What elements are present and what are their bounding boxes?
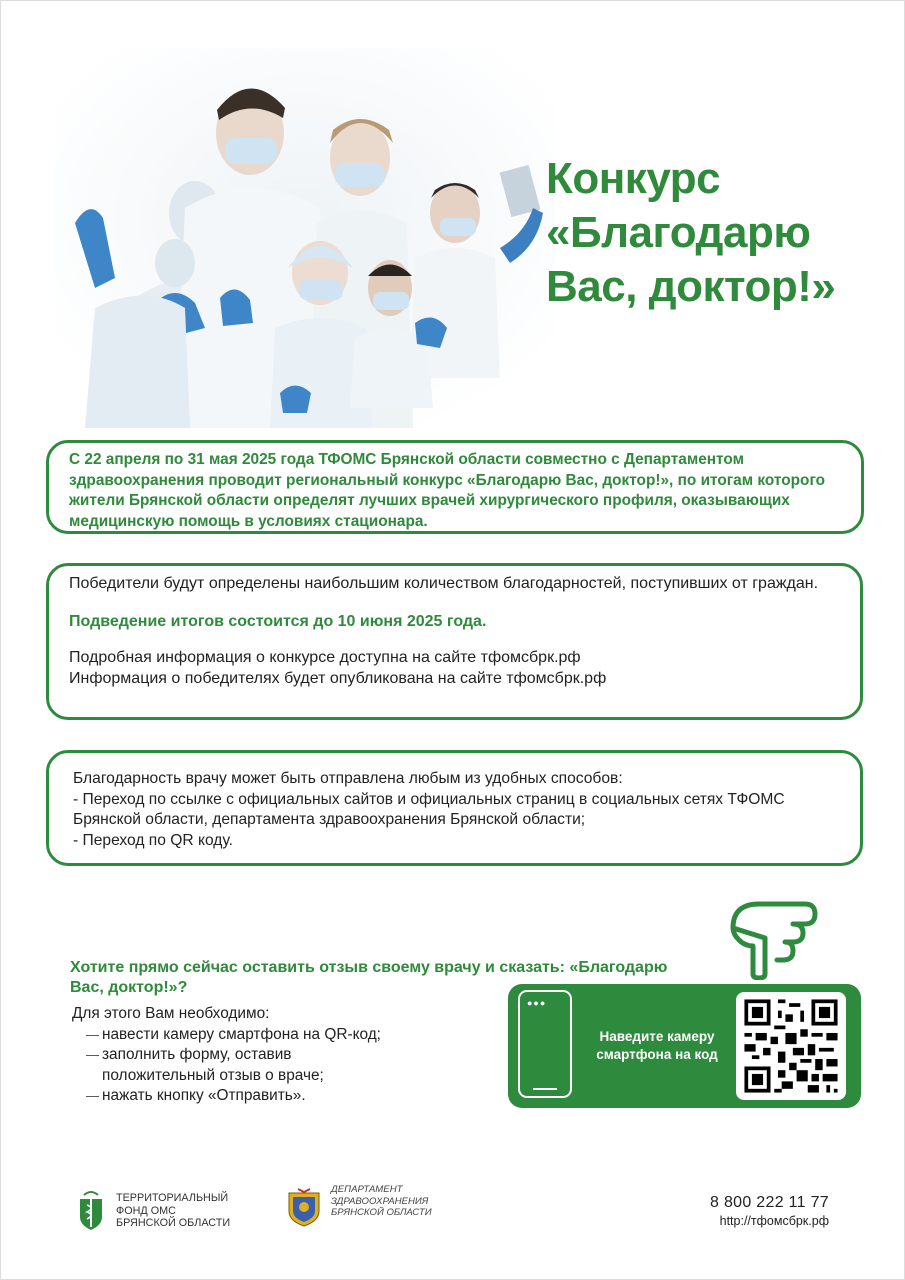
tfoms-logo (78, 1189, 278, 1235)
instruction-list (72, 1025, 402, 1107)
tfoms-logo-text: ТЕРРИТОРИАЛЬНЫЙ ФОНД ОМС БРЯНСКОЙ ОБЛАСТИ (116, 1192, 231, 1229)
doctors-photo (55, 48, 555, 428)
qr-panel (508, 984, 861, 1108)
cta-title: Хотите прямо сейчас оставить отзыв своему врачу и сказать: «Благодарю Вас, доктор!»? (70, 959, 668, 996)
intro-text: С 22 апреля по 31 мая 2025 года ТФОМС Брянской области совместно с Департаментом здравоохранения проводит региональный конкурс «Благодарю Вас, доктор!», по итогам которого жители Брянской области определят лучших врачей хирургического профиля, оказывающих медицинскую помощь в условиях стационара. (69, 451, 826, 530)
publication-text: Информация о победителях будет опубликована на сайте тфомсбрк.рф (69, 669, 607, 687)
winners-text: Победители будут определены наибольшим количеством благодарностей, поступивших от граждан. (69, 575, 819, 592)
instructions (72, 1004, 402, 1107)
results-date-text: Подведение итогов состоится до 10 июня 2025 года. (69, 612, 487, 630)
department-logo (285, 1184, 485, 1234)
instruction-step: — навести камеру смартфона на QR-код; (86, 1025, 402, 1046)
site-link[interactable]: http://тфомсбрк.рф (719, 1214, 829, 1228)
methods-item-links: - Переход по ссылке с официальных сайтов и официальных страниц в социальных сетях ТФОМС Брянской области, департамента здравоохранения Брянской области; (73, 790, 785, 828)
qr-instruction: Наведите камеру смартфона на код (596, 1029, 718, 1062)
tfoms-logo-icon (78, 1189, 104, 1231)
qr-code-container[interactable] (736, 992, 846, 1100)
page-title: Конкурс «Благодарю Вас, доктор!» (546, 154, 836, 311)
instructions-intro: Для этого Вам необходимо: (72, 1005, 270, 1022)
methods-item-qr: - Переход по QR коду. (73, 831, 233, 849)
smartphone-icon: ●●● (518, 990, 572, 1098)
hotline-phone[interactable]: 8 800 222 11 77 (710, 1194, 829, 1211)
instruction-step: — нажать кнопку «Отправить». (86, 1086, 402, 1107)
contacts (710, 1193, 829, 1229)
methods-intro: Благодарность врачу может быть отправлена любым из удобных способов: (73, 770, 623, 787)
info-box (46, 563, 863, 720)
intro-box (46, 440, 864, 534)
qr-code[interactable] (736, 992, 846, 1100)
hand-pointer-icon (725, 898, 821, 980)
department-logo-text: ДЕПАРТАМЕНТ ЗДРАВООХРАНЕНИЯ БРЯНСКОЙ ОБЛАСТИ (331, 1184, 432, 1218)
coat-of-arms-icon (285, 1187, 323, 1227)
methods-box (46, 750, 863, 866)
details-text: Подробная информация о конкурсе доступна на сайте тфомсбрк.рф (69, 649, 581, 666)
instruction-step: — заполнить форму, оставив положительный отзыв о враче; (86, 1045, 402, 1086)
